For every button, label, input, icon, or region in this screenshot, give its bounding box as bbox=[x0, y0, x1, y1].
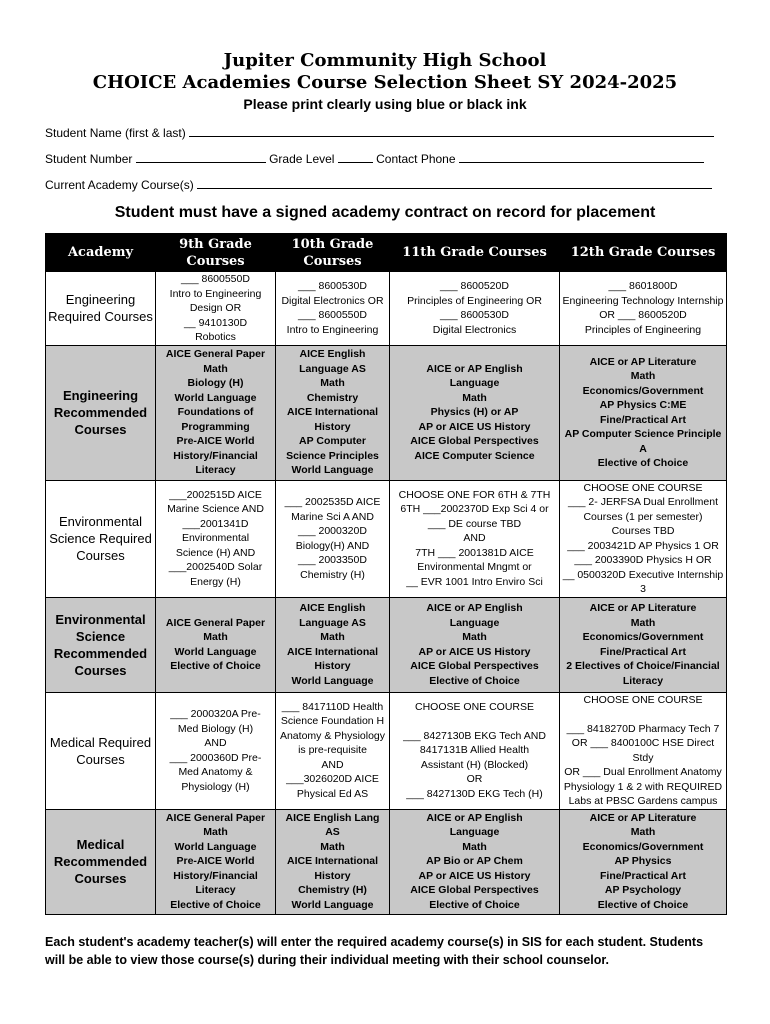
academy-name: Environmental Science Recommended Courses bbox=[46, 597, 156, 692]
placement-notice: Student must have a signed academy contract on record for placement bbox=[114, 204, 656, 221]
table-row bbox=[46, 692, 727, 809]
course-cell: ___2002515D AICE Marine Science AND ___2001341D Environmental Science (H) AND ___2002540D Solar Energy (H) bbox=[156, 480, 276, 597]
student-name-label: Student Name (first & last) bbox=[45, 126, 186, 140]
header-academy: Academy bbox=[46, 234, 156, 272]
course-cell: ___ 8417110D Health Science Foundation H Anatomy & Physiology is pre-requisite AND ___3026020D AICE Physical Ed AS bbox=[276, 692, 390, 809]
header-11th-grade: 11th Grade Courses bbox=[390, 234, 560, 272]
print-instructions: Please print clearly using blue or black ink bbox=[243, 96, 527, 112]
grade-level-line[interactable] bbox=[338, 151, 373, 163]
academy-name: Engineering Required Courses bbox=[46, 272, 156, 346]
student-name-line[interactable] bbox=[189, 125, 714, 137]
academy-name: Environmental Science Required Courses bbox=[46, 480, 156, 597]
student-number-row bbox=[45, 151, 704, 166]
course-cell: AICE General Paper Math World Language Elective of Choice bbox=[156, 597, 276, 692]
grade-level-label: Grade Level bbox=[269, 152, 335, 166]
course-cell: CHOOSE ONE COURSE ___ 8418270D Pharmacy Tech 7 OR ___ 8400100C HSE Direct Stdy OR ___ Dual Enrollment Anatomy Physiology 1 & 2 with REQUIRED Labs at PBSC Gardens campus bbox=[560, 692, 727, 809]
sheet-title: CHOICE Academies Course Selection Sheet SY 2024-2025 bbox=[92, 72, 678, 93]
header-9th-grade: 9th Grade Courses bbox=[156, 234, 276, 272]
course-cell: ___ 8600520D Principles of Engineering OR ___ 8600530D Digital Electronics bbox=[390, 272, 560, 346]
course-cell: AICE or AP English Language Math Physics (H) or AP AP or AICE US History AICE Global Perspectives AICE Computer Science bbox=[390, 345, 560, 480]
table-row bbox=[46, 345, 727, 480]
course-cell: CHOOSE ONE COURSE ___ 2- JERFSA Dual Enrollment Courses (1 per semester) Courses TBD ___ 2003421D AP Physics 1 OR ___ 2003390D Physics H OR __ 0500320D Executive Internship 3 bbox=[560, 480, 727, 597]
course-cell: AICE or AP English Language Math AP or AICE US History AICE Global Perspectives Elective of Choice bbox=[390, 597, 560, 692]
course-cell: ___ 8601800D Engineering Technology Internship OR ___ 8600520D Principles of Engineering bbox=[560, 272, 727, 346]
contact-phone-line[interactable] bbox=[459, 151, 704, 163]
course-cell: AICE or AP English Language Math AP Bio or AP Chem AP or AICE US History AICE Global Perspectives Elective of Choice bbox=[390, 809, 560, 914]
academy-name: Engineering Recommended Courses bbox=[46, 345, 156, 480]
course-cell: AICE English Language AS Math Chemistry AICE International History AP Computer Science Principles World Language bbox=[276, 345, 390, 480]
school-title: Jupiter Community High School bbox=[223, 50, 547, 71]
student-number-line[interactable] bbox=[136, 151, 266, 163]
table-row bbox=[46, 597, 727, 692]
current-course-label: Current Academy Course(s) bbox=[45, 178, 194, 192]
course-cell: AICE General Paper Math World Language Pre-AICE World History/Financial Literacy Elective of Choice bbox=[156, 809, 276, 914]
academy-name: Medical Required Courses bbox=[46, 692, 156, 809]
course-cell: ___ 8600550D Intro to Engineering Design OR __ 9410130D Robotics bbox=[156, 272, 276, 346]
table-row bbox=[46, 480, 727, 597]
academy-name: Medical Recommended Courses bbox=[46, 809, 156, 914]
course-cell: ___ 2002535D AICE Marine Sci A AND ___ 2000320D Biology(H) AND ___ 2003350D Chemistry (H) bbox=[276, 480, 390, 597]
course-cell: ___ 2000320A Pre- Med Biology (H) AND ___ 2000360D Pre- Med Anatomy & Physiology (H) bbox=[156, 692, 276, 809]
course-cell: AICE English Language AS Math AICE International History World Language bbox=[276, 597, 390, 692]
current-course-line[interactable] bbox=[197, 177, 712, 189]
contact-phone-label: Contact Phone bbox=[376, 152, 456, 166]
current-course-field[interactable] bbox=[45, 177, 712, 192]
header-12th-grade: 12th Grade Courses bbox=[560, 234, 727, 272]
student-number-label: Student Number bbox=[45, 152, 133, 166]
course-table bbox=[45, 233, 727, 915]
table-row bbox=[46, 272, 727, 346]
course-cell: CHOOSE ONE COURSE ___ 8427130B EKG Tech AND 8417131B Allied Health Assistant (H) (Blocked) OR ___ 8427130D EKG Tech (H) bbox=[390, 692, 560, 809]
table-row bbox=[46, 809, 727, 914]
course-cell: ___ 8600530D Digital Electronics OR ___ 8600550D Intro to Engineering bbox=[276, 272, 390, 346]
course-cell: AICE English Lang AS Math AICE International History Chemistry (H) World Language bbox=[276, 809, 390, 914]
course-cell: AICE or AP Literature Math Economics/Government Fine/Practical Art 2 Electives of Choice/Financial Literacy bbox=[560, 597, 727, 692]
course-cell: CHOOSE ONE FOR 6TH & 7TH 6TH ___2002370D Exp Sci 4 or ___ DE course TBD AND 7TH ___ 2001381D AICE Environmental Mngmt or __ EVR 1001 Intro Enviro Sci bbox=[390, 480, 560, 597]
course-cell: AICE or AP Literature Math Economics/Government AP Physics C:ME Fine/Practical Art AP Computer Science Principle A Elective of Choice bbox=[560, 345, 727, 480]
header-10th-grade: 10th Grade Courses bbox=[276, 234, 390, 272]
footer-note: Each student's academy teacher(s) will enter the required academy course(s) in SIS for each student. Students will be able to view those course(s) during their individual meeting with their school counselor. bbox=[45, 935, 704, 967]
course-cell: AICE General Paper Math Biology (H) World Language Foundations of Programming Pre-AICE World History/Financial Literacy bbox=[156, 345, 276, 480]
table-header-row bbox=[46, 234, 727, 272]
course-cell: AICE or AP Literature Math Economics/Government AP Physics Fine/Practical Art AP Psychology Elective of Choice bbox=[560, 809, 727, 914]
student-name-field[interactable] bbox=[45, 125, 714, 140]
